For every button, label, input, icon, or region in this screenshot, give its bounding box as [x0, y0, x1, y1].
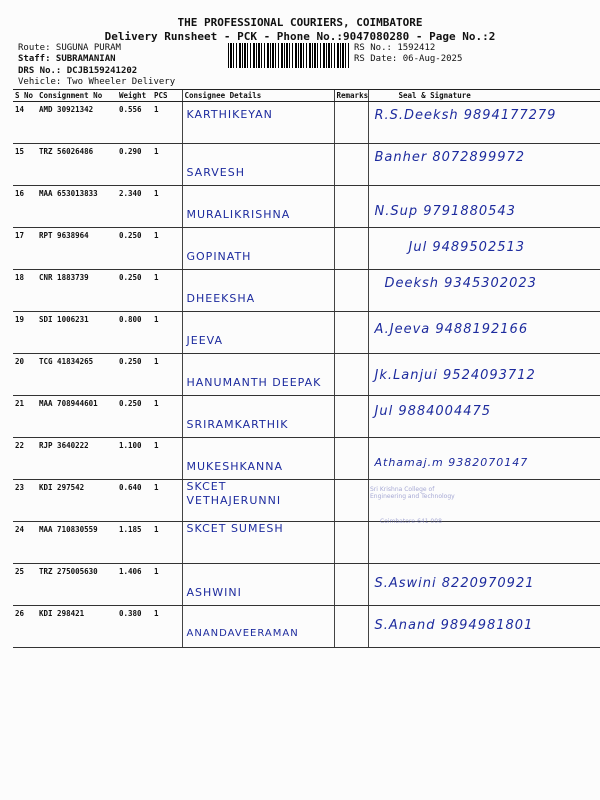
row-weight: 0.250: [117, 396, 152, 438]
col-weight: Weight: [117, 90, 152, 102]
row-pcs: 1: [152, 606, 182, 648]
row-remarks: [334, 144, 368, 186]
row-consignee: [182, 606, 334, 648]
row-signature: [368, 270, 600, 312]
row-signature: [368, 606, 600, 648]
row-sno: 19: [13, 312, 37, 354]
row-consignee: [182, 438, 334, 480]
stamp-line-1: Sri Krishna College of: [370, 486, 435, 493]
row-signature: [368, 186, 600, 228]
row-sno: 16: [13, 186, 37, 228]
table-row: [13, 228, 600, 270]
row-signature: [368, 354, 600, 396]
row-consignment: TCG 41834265: [37, 354, 117, 396]
row-signature: [368, 144, 600, 186]
rs-date: RS Date: 06-Aug-2025: [354, 54, 463, 64]
row-consignment: MAA 708944601: [37, 396, 117, 438]
row-pcs: 1: [152, 438, 182, 480]
runsheet-table: [13, 89, 600, 648]
row-remarks: [334, 270, 368, 312]
row-remarks: [334, 354, 368, 396]
row-consignee: [182, 144, 334, 186]
row-sno: 26: [13, 606, 37, 648]
consignee-name: SKCET VETHAJERUNNI: [186, 480, 282, 507]
route-label: Route: SUGUNA PURAM: [18, 43, 121, 53]
row-signature: [368, 102, 600, 144]
row-consignee: [182, 354, 334, 396]
col-remarks: Remarks: [334, 90, 368, 102]
row-consignment: KDI 297542: [37, 480, 117, 522]
signature: A.Jeeva 9488192166: [374, 322, 529, 337]
row-sno: 21: [13, 396, 37, 438]
row-pcs: 1: [152, 270, 182, 312]
row-weight: 1.100: [117, 438, 152, 480]
table-row: [13, 396, 600, 438]
signature: Jul 9884004475: [374, 404, 492, 419]
row-sno: 24: [13, 522, 37, 564]
signature: Jk.Lanjui 9524093712: [374, 368, 536, 383]
row-consignment: KDI 298421: [37, 606, 117, 648]
consignee-name: ANANDAVEERAMAN: [186, 628, 299, 639]
row-pcs: 1: [152, 522, 182, 564]
row-pcs: 1: [152, 228, 182, 270]
consignee-name: DHEEKSHA: [186, 292, 256, 305]
signature: R.S.Deeksh 9894177279: [374, 108, 557, 123]
col-consignment: Consignment No: [37, 90, 117, 102]
row-remarks: [334, 396, 368, 438]
row-weight: 1.185: [117, 522, 152, 564]
signature: S.Anand 9894981801: [374, 618, 534, 633]
consignee-name: GOPINATH: [186, 250, 252, 263]
table-row: [13, 270, 600, 312]
row-remarks: [334, 480, 368, 522]
signature: Athamaj.m 9382070147: [374, 456, 529, 469]
row-sno: 17: [13, 228, 37, 270]
row-consignment: SDI 1006231: [37, 312, 117, 354]
row-signature: [368, 396, 600, 438]
row-sno: 23: [13, 480, 37, 522]
row-sno: 14: [13, 102, 37, 144]
row-signature: [368, 312, 600, 354]
row-weight: 0.380: [117, 606, 152, 648]
row-pcs: 1: [152, 186, 182, 228]
signature: S.Aswini 8220970921: [374, 576, 535, 591]
row-consignment: MAA 710830559: [37, 522, 117, 564]
col-consignee: Consignee Details: [182, 90, 334, 102]
row-pcs: 1: [152, 564, 182, 606]
row-remarks: [334, 312, 368, 354]
row-weight: 0.800: [117, 312, 152, 354]
stamp-line-3: Coimbatore-641 008: [380, 518, 442, 525]
table-header-row: [13, 90, 600, 102]
consignee-name: ASHWINI: [186, 586, 242, 599]
row-signature: [368, 564, 600, 606]
row-remarks: [334, 564, 368, 606]
signature: Deeksh 9345302023: [384, 276, 537, 291]
row-sno: 15: [13, 144, 37, 186]
row-consignee: [182, 186, 334, 228]
consignee-name: SRIRAMKARTHIK: [186, 418, 289, 431]
col-sno: S No: [13, 90, 37, 102]
college-seal-stamp: [370, 486, 490, 530]
rs-number: RS No.: 1592412: [354, 43, 436, 53]
row-weight: 0.556: [117, 102, 152, 144]
consignee-name: SKCET SUMESH: [186, 522, 284, 535]
row-remarks: [334, 102, 368, 144]
row-sno: 20: [13, 354, 37, 396]
row-remarks: [334, 438, 368, 480]
consignee-name: KARTHIKEYAN: [186, 108, 273, 121]
consignee-name: JEEVA: [186, 334, 223, 347]
row-consignee: [182, 480, 334, 522]
table-row: [13, 144, 600, 186]
row-consignee: [182, 270, 334, 312]
row-consignment: MAA 653013833: [37, 186, 117, 228]
table-row: [13, 564, 600, 606]
table-row: [13, 522, 600, 564]
company-title: THE PROFESSIONAL COURIERS, COIMBATORE: [177, 16, 423, 29]
row-pcs: 1: [152, 396, 182, 438]
row-weight: 0.250: [117, 270, 152, 312]
row-weight: 0.250: [117, 354, 152, 396]
row-consignment: TRZ 275005630: [37, 564, 117, 606]
drs-label: DRS No.: DCJB159241202: [18, 66, 138, 76]
row-consignee: [182, 102, 334, 144]
row-weight: 0.640: [117, 480, 152, 522]
row-consignee: [182, 312, 334, 354]
table-row: [13, 606, 600, 648]
row-weight: 1.406: [117, 564, 152, 606]
col-pcs: PCS: [152, 90, 182, 102]
row-consignment: AMD 30921342: [37, 102, 117, 144]
vehicle-label: Vehicle: Two Wheeler Delivery: [18, 77, 176, 87]
staff-label: Staff: SUBRAMANIAN: [18, 54, 116, 64]
table-row: [13, 312, 600, 354]
signature: Banher 8072899972: [374, 150, 526, 165]
row-pcs: 1: [152, 312, 182, 354]
row-weight: 0.290: [117, 144, 152, 186]
row-consignment: RJP 3640222: [37, 438, 117, 480]
runsheet-subtitle: Delivery Runsheet - PCK - Phone No.:9047080280 - Page No.:2: [104, 30, 496, 43]
barcode: [228, 43, 350, 68]
row-pcs: 1: [152, 102, 182, 144]
signature: Jul 9489502513: [408, 240, 526, 255]
stamp-line-2: Engineering and Technology: [370, 493, 455, 500]
row-weight: 2.340: [117, 186, 152, 228]
row-consignment: TRZ 56026486: [37, 144, 117, 186]
table-row: [13, 480, 600, 522]
row-weight: 0.250: [117, 228, 152, 270]
table-row: [13, 438, 600, 480]
consignee-name: MUKESHKANNA: [186, 460, 283, 473]
row-signature: [368, 228, 600, 270]
row-pcs: 1: [152, 354, 182, 396]
consignee-name: SARVESH: [186, 166, 245, 179]
row-remarks: [334, 606, 368, 648]
row-consignment: RPT 9638964: [37, 228, 117, 270]
row-pcs: 1: [152, 480, 182, 522]
table-row: [13, 186, 600, 228]
row-remarks: [334, 522, 368, 564]
row-sno: 22: [13, 438, 37, 480]
row-consignee: [182, 564, 334, 606]
row-consignee: [182, 522, 334, 564]
table-row: [13, 354, 600, 396]
signature: N.Sup 9791880543: [374, 204, 516, 219]
row-signature: [368, 438, 600, 480]
consignee-name: MURALIKRISHNA: [186, 208, 291, 221]
row-remarks: [334, 186, 368, 228]
row-consignee: [182, 228, 334, 270]
row-consignee: [182, 396, 334, 438]
table-row: [13, 102, 600, 144]
row-remarks: [334, 228, 368, 270]
row-sno: 25: [13, 564, 37, 606]
consignee-name: HANUMANTH DEEPAK: [186, 376, 322, 389]
col-signature: Seal & Signature: [368, 90, 600, 102]
row-pcs: 1: [152, 144, 182, 186]
row-sno: 18: [13, 270, 37, 312]
row-consignment: CNR 1883739: [37, 270, 117, 312]
